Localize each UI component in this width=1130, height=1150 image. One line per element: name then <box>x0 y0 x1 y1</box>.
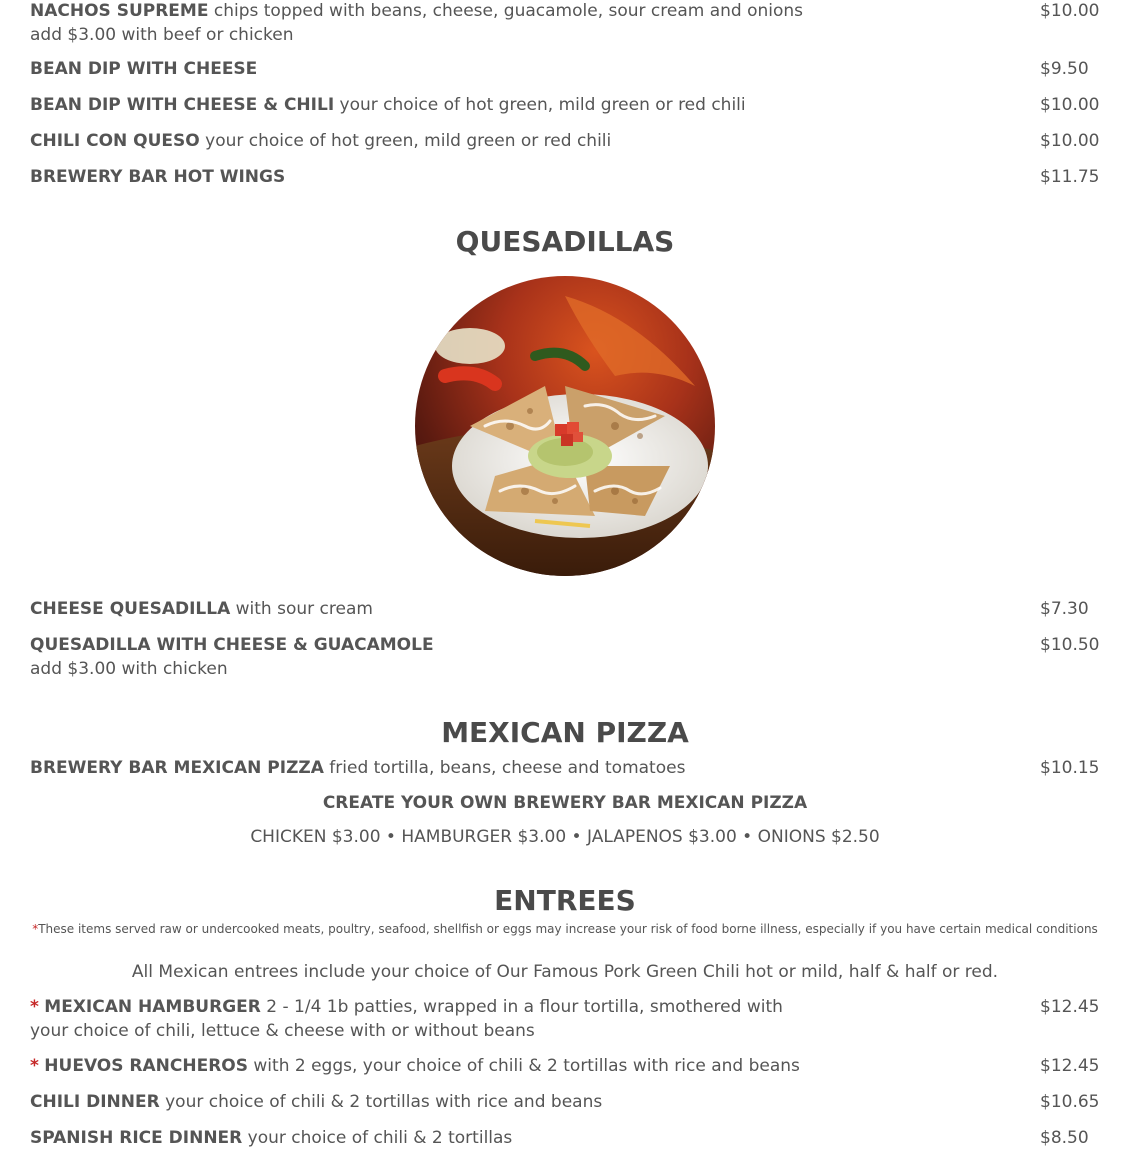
item-price: $8.50 <box>1040 1128 1089 1148</box>
food-safety-disclaimer <box>0 921 1130 937</box>
item-name: MEXICAN HAMBURGER <box>44 997 261 1017</box>
item-description: your choice of hot green, mild green or red chili <box>339 95 746 115</box>
item-price: $7.30 <box>1040 599 1089 619</box>
pizza-toppings-list: CHICKEN $3.00 • HAMBURGER $3.00 • JALAPENOS $3.00 • ONIONS $2.50 <box>250 827 880 847</box>
item-description: chips topped with beans, cheese, guacamole, sour cream and onions <box>213 1 804 21</box>
menu-item-mexican-pizza <box>30 756 1100 780</box>
item-name: CHILI DINNER <box>30 1092 160 1112</box>
item-name: QUESADILLA WITH CHEESE & GUACAMOLE <box>30 635 434 655</box>
menu-item-hot-wings <box>30 165 1100 189</box>
item-description: with sour cream <box>235 599 373 619</box>
item-note: add $3.00 with beef or chicken <box>30 25 294 45</box>
item-name: BREWERY BAR MEXICAN PIZZA <box>30 758 324 778</box>
quesadilla-image <box>415 276 715 576</box>
item-price: $11.75 <box>1040 167 1100 187</box>
create-your-own-heading: CREATE YOUR OWN BREWERY BAR MEXICAN PIZZA <box>322 793 808 813</box>
item-price: $10.00 <box>1040 131 1100 151</box>
item-name: BEAN DIP WITH CHEESE & CHILI <box>30 95 335 115</box>
quesadilla-photo <box>415 276 715 576</box>
raw-warning-asterisk: * <box>30 1056 39 1076</box>
item-price: $12.45 <box>1040 1056 1100 1076</box>
disclaimer-text: These items served raw or undercooked meats, poultry, seafood, shellfish or eggs may increase your risk of food borne illness, especially if you have certain medical conditions <box>38 922 1098 936</box>
item-price: $10.15 <box>1040 758 1100 778</box>
menu-item-mexican-hamburger <box>30 995 1100 1043</box>
raw-warning-asterisk: * <box>30 997 39 1017</box>
menu-item-huevos-rancheros <box>30 1054 1100 1078</box>
entrees-intro: All Mexican entrees include your choice of Our Famous Pork Green Chili hot or mild, half & half or red. <box>131 962 999 982</box>
section-title-entrees: ENTREES <box>494 884 636 917</box>
menu-item-cheese-quesadilla <box>30 597 1100 621</box>
item-name: SPANISH RICE DINNER <box>30 1128 243 1148</box>
item-name: CHILI CON QUESO <box>30 131 200 151</box>
item-price: $9.50 <box>1040 59 1089 79</box>
menu-item-chili-con-queso <box>30 129 1100 153</box>
item-description: your choice of chili & 2 tortillas <box>247 1128 513 1148</box>
menu-item-chili-dinner <box>30 1090 1100 1114</box>
item-name: HUEVOS RANCHEROS <box>44 1056 248 1076</box>
item-price: $12.45 <box>1040 997 1100 1017</box>
item-description: your choice of chili & 2 tortillas with rice and beans <box>165 1092 603 1112</box>
item-name: BEAN DIP WITH CHEESE <box>30 59 258 79</box>
menu-item-bean-dip-cheese-chili <box>30 93 1100 117</box>
item-description: with 2 eggs, your choice of chili & 2 tortillas with rice and beans <box>253 1056 800 1076</box>
item-note: add $3.00 with chicken <box>30 659 228 679</box>
item-description: fried tortilla, beans, cheese and tomatoes <box>329 758 686 778</box>
item-price: $10.00 <box>1040 1 1100 21</box>
item-price: $10.50 <box>1040 635 1100 655</box>
menu-item-nachos-supreme <box>30 0 1100 47</box>
item-name: NACHOS SUPREME <box>30 1 209 21</box>
item-name: BREWERY BAR HOT WINGS <box>30 167 286 187</box>
section-title-mexican-pizza: MEXICAN PIZZA <box>441 716 689 749</box>
item-description: your choice of hot green, mild green or red chili <box>205 131 612 151</box>
item-description: 2 - 1/4 1b patties, wrapped in a flour tortilla, smothered with your choice of chili, lettuce & cheese with or without beans <box>30 997 783 1041</box>
menu-item-quesadilla-guacamole <box>30 633 1100 681</box>
menu-item-bean-dip-with-cheese <box>30 57 1100 81</box>
disclaimer-asterisk: * <box>32 922 39 936</box>
section-title-quesadillas: QUESADILLAS <box>455 225 675 258</box>
item-price: $10.65 <box>1040 1092 1100 1112</box>
item-name: CHEESE QUESADILLA <box>30 599 231 619</box>
menu-item-spanish-rice-dinner <box>30 1126 1100 1150</box>
item-price: $10.00 <box>1040 95 1100 115</box>
